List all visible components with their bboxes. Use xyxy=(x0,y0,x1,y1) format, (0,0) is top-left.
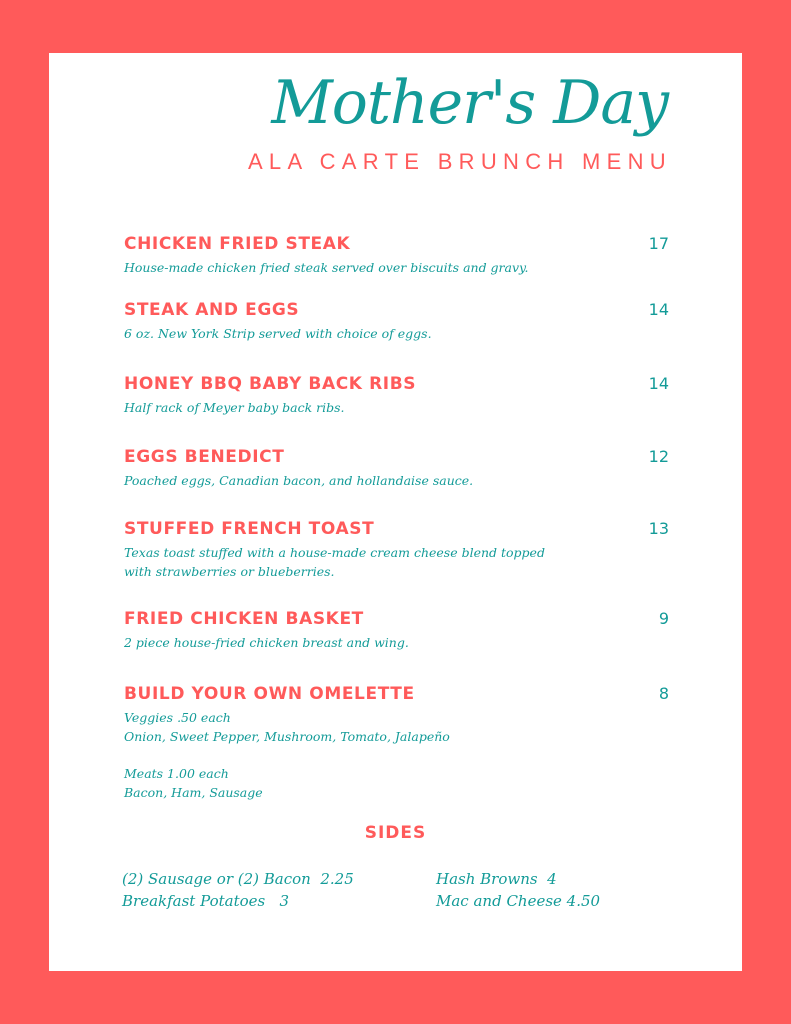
side-item: Breakfast Potatoes 3 xyxy=(122,892,290,910)
item-name: FRIED CHICKEN BASKET xyxy=(124,609,364,629)
spacer xyxy=(124,746,669,764)
item-name: EGGS BENEDICT xyxy=(124,447,285,467)
item-description: Poached eggs, Canadian bacon, and hollandaise sauce. xyxy=(124,473,474,488)
menu-item-build-your-own-omelette xyxy=(124,684,669,802)
item-description: Texas toast stuffed with a house-made cream cheese blend topped with strawberries or blueberries. xyxy=(124,545,545,579)
item-price: 14 xyxy=(648,374,669,393)
side-item: (2) Sausage or (2) Bacon 2.25 xyxy=(122,870,354,888)
menu-sheet xyxy=(49,53,742,971)
side-item: Mac and Cheese 4.50 xyxy=(436,892,601,910)
menu-item-eggs-benedict xyxy=(124,447,669,490)
omelette-meats-list: Bacon, Ham, Sausage xyxy=(124,785,263,800)
item-name: CHICKEN FRIED STEAK xyxy=(124,234,351,254)
item-name: STUFFED FRENCH TOAST xyxy=(124,519,375,539)
item-price: 8 xyxy=(658,684,669,703)
menu-title: Mother's Day xyxy=(271,68,668,138)
item-price: 17 xyxy=(648,234,669,253)
omelette-meats-title: Meats 1.00 each xyxy=(124,766,229,781)
item-price: 13 xyxy=(648,519,669,538)
item-price: 14 xyxy=(648,300,669,319)
menu-item-honey-bbq-ribs xyxy=(124,374,669,417)
item-description: Half rack of Meyer baby back ribs. xyxy=(124,400,345,415)
item-name: BUILD YOUR OWN OMELETTE xyxy=(124,684,415,704)
sides-right-column xyxy=(436,868,600,912)
sides-left-column xyxy=(122,868,354,912)
menu-item-stuffed-french-toast xyxy=(124,519,669,581)
menu-item-steak-and-eggs xyxy=(124,300,669,343)
item-description: 2 piece house-fried chicken breast and wing. xyxy=(124,635,409,650)
sides-heading: SIDES xyxy=(364,823,427,843)
item-name: STEAK AND EGGS xyxy=(124,300,300,320)
item-description: Veggies .50 each Onion, Sweet Pepper, Mushroom, Tomato, Jalapeño xyxy=(124,710,450,744)
item-price: 12 xyxy=(648,447,669,466)
item-description: 6 oz. New York Strip served with choice of eggs. xyxy=(124,326,432,341)
menu-subtitle: ALA CARTE BRUNCH MENU xyxy=(247,149,672,174)
menu-item-chicken-fried-steak xyxy=(124,234,669,277)
item-name: HONEY BBQ BABY BACK RIBS xyxy=(124,374,417,394)
item-price: 9 xyxy=(658,609,669,628)
menu-item-fried-chicken-basket xyxy=(124,609,669,652)
side-item: Hash Browns 4 xyxy=(436,870,557,888)
item-description: House-made chicken fried steak served over biscuits and gravy. xyxy=(124,260,529,275)
